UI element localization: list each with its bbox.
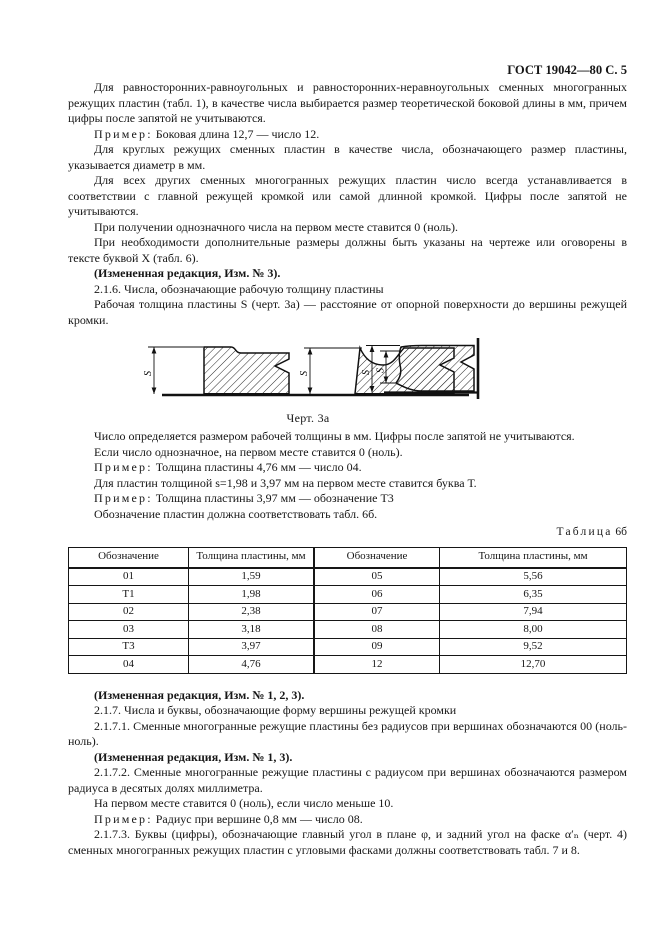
table-cell: 04 <box>69 656 189 674</box>
paragraph: 2.1.7.1. Сменные многогранные режущие пластины без радиусов при вершинах обозначаются 00 (ноль-ноль). <box>68 718 627 748</box>
paragraph: При получении однозначного числа на первом месте ставится 0 (ноль). <box>94 219 458 234</box>
example-paragraph: Пример: Толщина пластины 4,76 мм — число 04. <box>94 460 362 474</box>
table-cell: 3,97 <box>188 638 314 656</box>
table-cell: 08 <box>314 621 440 639</box>
table-cell: 6,35 <box>440 586 627 604</box>
figure-3a-drawing <box>134 335 482 401</box>
table-row <box>69 638 627 656</box>
table-cell: 12,70 <box>440 656 627 674</box>
amendment-note: (Измененная редакция, Изм. № 1, 2, 3). <box>94 687 305 702</box>
paragraph: 2.1.7.2. Сменные многогранные режущие пластины с радиусом при вершинах обозначаются размером радиуса в десятых долях миллиметра. <box>68 765 627 795</box>
example-label: Пример: <box>94 460 153 474</box>
thickness-table <box>68 547 627 674</box>
example-label: Пример: <box>94 811 153 826</box>
table-cell: 07 <box>314 603 440 621</box>
table-cell: 3,18 <box>188 621 314 639</box>
table-cell: 2,38 <box>188 603 314 621</box>
table-label-word: Таблица <box>556 526 613 538</box>
mid-paragraphs <box>68 429 627 522</box>
example-paragraph: Пример: Радиус при вершине 0,8 мм — число 08. <box>94 811 363 826</box>
table-header-cell: Толщина пластины, мм <box>440 547 627 568</box>
table-cell: 12 <box>314 656 440 674</box>
paragraph: Обозначение пластин должна соответствовать табл. 6б. <box>94 506 378 521</box>
example-paragraph: Пример: Боковая длина 12,7 — число 12. <box>94 126 320 141</box>
example-label: Пример: <box>94 126 153 141</box>
figure-caption: Черт. 3а <box>286 410 330 425</box>
table-row <box>69 586 627 604</box>
table-cell: 5,56 <box>440 568 627 586</box>
paragraph: Для всех других сменных многогранных режущих пластин число всегда устанавливается в соответствии с главной режущей кромкой или самой длинной кромкой. Цифры после запятой не учитываются. <box>68 173 627 218</box>
example-paragraph: Пример: Толщина пластины 3,97 мм — обозначение Т3 <box>94 491 394 505</box>
paragraph: Для пластин толщиной s=1,98 и 3,97 мм на первом месте ставится буква Т. <box>94 475 477 490</box>
page-header: ГОСТ 19042—80 С. 5 <box>507 63 627 77</box>
paragraph: Для круглых режущих сменных пластин в качестве числа, обозначающего размер пластины, указывается диаметр в мм. <box>68 142 627 172</box>
paragraph: Если число однозначное, на первом месте ставится 0 (ноль). <box>94 444 403 459</box>
table-header-row <box>69 547 627 568</box>
paragraph: На первом месте ставится 0 (ноль), если число меньше 10. <box>94 796 394 810</box>
document-content <box>68 80 627 858</box>
table-row <box>69 621 627 639</box>
paragraph: Для равносторонних-равноугольных и равносторонних-неравноугольных сменных многогранных режущих пластин (табл. 1), в качестве числа выбирается размер теоретической боковой длины в мм, причем цифры после запятой не учитываются. <box>68 80 627 125</box>
paragraph: Рабочая толщина пластины S (черт. 3а) — расстояние от опорной поверхности до вершины режущей кромки. <box>68 297 627 327</box>
table-row <box>69 603 627 621</box>
table-body <box>69 568 627 674</box>
table-cell: 8,00 <box>440 621 627 639</box>
table-cell: 1,59 <box>188 568 314 586</box>
paragraph: 2.1.7.3. Буквы (цифры), обозначающие главный угол в плане φ, и задний угол на фаске α′ₙ (черт. 4) сменных многогранных режущих пластин с угловыми фасками должны соответствовать табл. 7 и 8. <box>68 827 627 857</box>
dimension-label: S <box>299 371 310 376</box>
table-cell: 01 <box>69 568 189 586</box>
table-header-cell: Толщина пластины, мм <box>188 547 314 568</box>
table-header-cell: Обозначение <box>314 547 440 568</box>
table-label <box>68 525 627 541</box>
amendment-note: (Измененная редакция, Изм. № 3). <box>94 266 281 280</box>
table-cell: 05 <box>314 568 440 586</box>
paragraph: Число определяется размером рабочей толщины в мм. Цифры после запятой не учитываются. <box>94 429 575 443</box>
dimension-label: S <box>375 368 387 373</box>
paragraph: 2.1.7. Числа и буквы, обозначающие форму вершины режущей кромки <box>94 703 457 717</box>
table-header-cell: Обозначение <box>69 547 189 568</box>
table-row <box>69 656 627 674</box>
intro-paragraphs <box>68 80 627 328</box>
example-label: Пример: <box>94 491 153 505</box>
table-cell: 7,94 <box>440 603 627 621</box>
dimension-label: S <box>143 371 154 376</box>
table-cell: Т3 <box>69 638 189 656</box>
table-label-number: 6б <box>615 526 627 538</box>
table-cell: 03 <box>69 621 189 639</box>
paragraph: 2.1.6. Числа, обозначающие рабочую толщину пластины <box>94 281 384 296</box>
table-cell: 4,76 <box>188 656 314 674</box>
table-cell: 9,52 <box>440 638 627 656</box>
table-row <box>69 568 627 586</box>
table-cell: Т1 <box>69 586 189 604</box>
paragraph: При необходимости дополнительные размеры должны быть указаны на чертеже или оговорены в тексте буквой X (табл. 6). <box>68 235 627 265</box>
table-cell: 02 <box>69 603 189 621</box>
dimension-label: S <box>361 370 372 375</box>
table-cell: 1,98 <box>188 586 314 604</box>
table-cell: 09 <box>314 638 440 656</box>
after-paragraphs <box>68 688 627 859</box>
table-cell: 06 <box>314 586 440 604</box>
figure <box>134 335 482 426</box>
amendment-note: (Измененная редакция, Изм. № 1, 3). <box>94 749 293 764</box>
